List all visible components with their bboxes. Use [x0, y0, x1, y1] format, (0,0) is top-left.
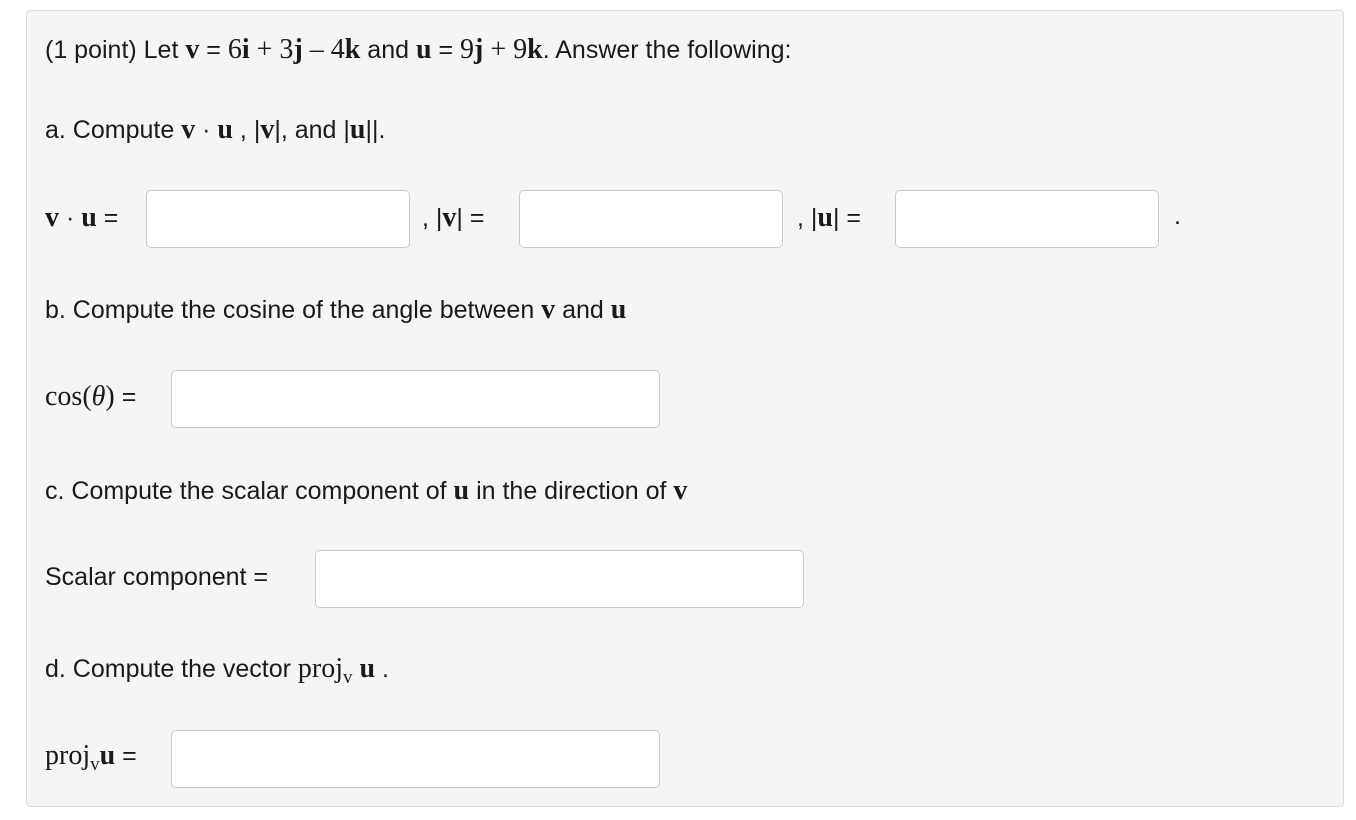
projection-input[interactable]: [171, 730, 660, 788]
cosine-input[interactable]: [171, 370, 660, 428]
norm-u-label: , |u| =: [797, 202, 862, 233]
dot-product-input[interactable]: [146, 190, 410, 248]
norm-v-input[interactable]: [519, 190, 783, 248]
part-d-prompt: d. Compute the vector proj$_v$ u .: [45, 653, 389, 688]
scalar-component-label: Scalar component =: [45, 563, 269, 591]
part-a-prompt: a. Compute v · u , |v|, and |u||.: [45, 114, 386, 145]
problem-statement: (1 point) Let v = 6i + 3j – 4k and u = 9j + 9k. Answer the following:: [45, 34, 792, 65]
period: .: [1174, 202, 1181, 230]
dot-product-label: v · u =: [45, 202, 119, 233]
projection-label: proj$_v$u =: [45, 740, 137, 775]
norm-v-label: , |v| =: [422, 202, 485, 233]
norm-u-input[interactable]: [895, 190, 1159, 248]
scalar-component-input[interactable]: [315, 550, 804, 608]
part-b-prompt: b. Compute the cosine of the angle between v and u: [45, 294, 627, 325]
part-c-prompt: c. Compute the scalar component of u in the direction of v: [45, 475, 688, 506]
cosine-label: cos(θ) =: [45, 381, 137, 412]
